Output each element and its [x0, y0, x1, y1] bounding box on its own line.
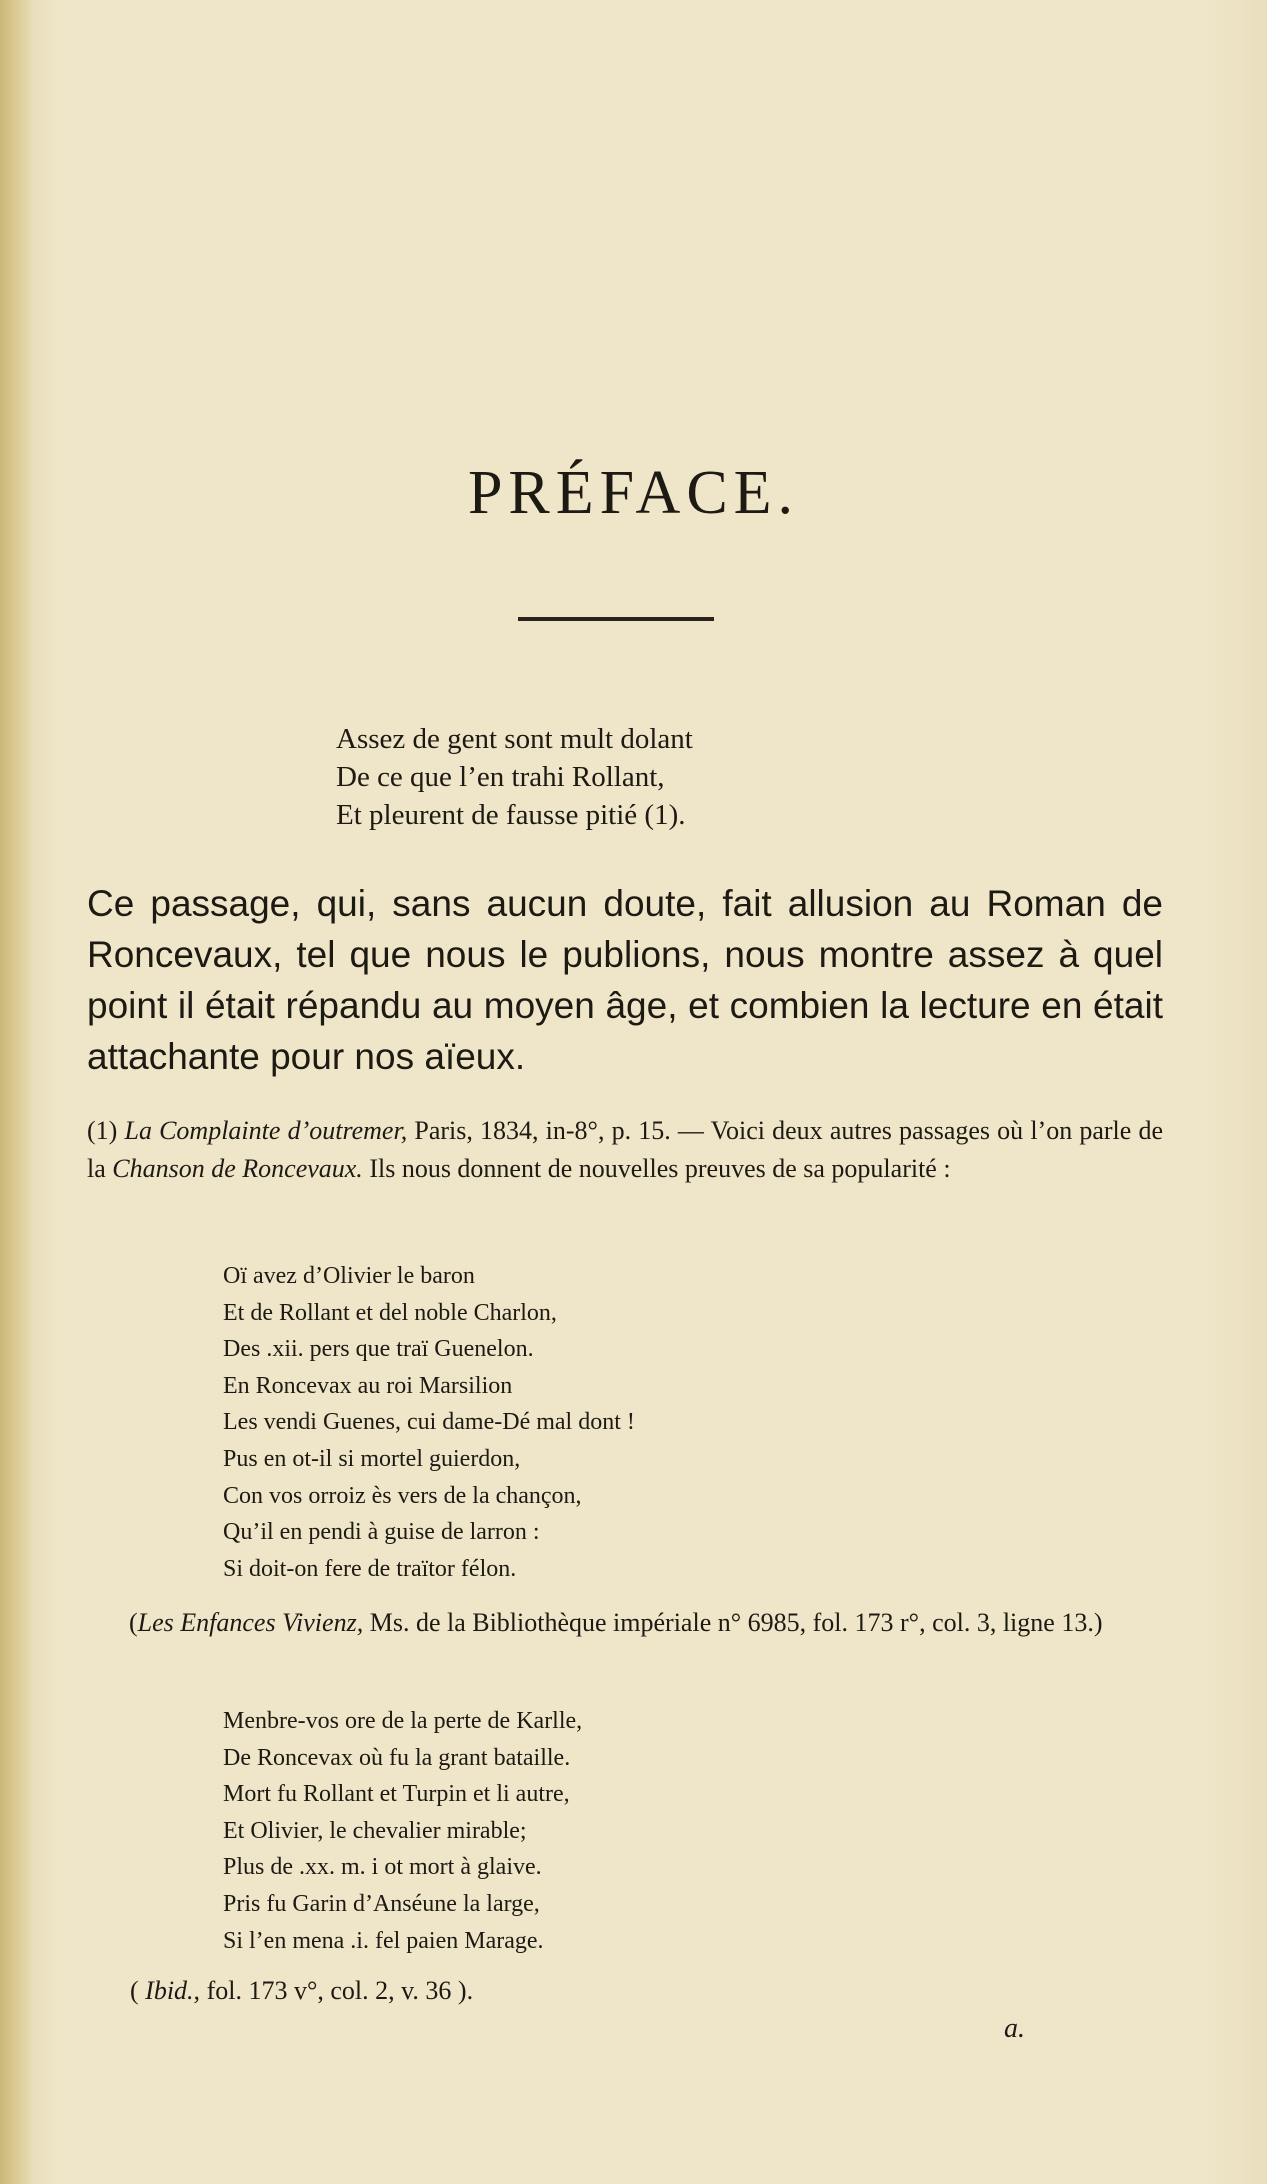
epigraph-line: Assez de gent sont mult dolant [336, 723, 693, 755]
reference-text: Ms. de la Bibliothèque impériale n° 6985, fol. 173 r°, col. 3, ligne 13.) [369, 1608, 1103, 1637]
verse-line: Si doit-on fere de traïtor félon. [223, 1555, 517, 1582]
reference-2 [130, 1972, 1170, 2010]
verse-line: Pris fu Garin d’Anséune la large, [223, 1890, 540, 1917]
verse-line: Qu’il en pendi à guise de larron : [223, 1519, 540, 1546]
verse-line: Plus de .xx. m. i ot mort à glaive. [223, 1854, 542, 1881]
footnote [87, 1112, 1163, 1188]
verse-line: Et de Rollant et del noble Charlon, [223, 1299, 557, 1326]
footnote-chanson-title: Chanson de Roncevaux. [112, 1154, 363, 1183]
reference-open-paren: ( [129, 1608, 138, 1637]
verse-line: Mort fu Rollant et Turpin et li autre, [223, 1781, 570, 1808]
verse-line: Menbre-vos ore de la perte de Karlle, [223, 1708, 583, 1734]
body-paragraph: Ce passage, qui, sans aucun doute, fait allusion au Roman de Roncevaux, tel que nous le publions, nous montre assez à quel point il était répandu au moyen âge, et combien la lecture en était attachante pour nos aïeux. [87, 883, 1163, 1077]
verse-line: Pus en ot-il si mortel guierdon, [223, 1445, 521, 1472]
epigraph-line: Et pleurent de fausse pitié (1). [336, 799, 686, 831]
verse-line: Oï avez d’Olivier le baron [223, 1263, 475, 1289]
verse-line: Des .xii. pers que traï Guenelon. [223, 1336, 534, 1363]
verse-block-1 [223, 1258, 635, 1587]
verse-line: De Roncevax où fu la grant bataille. [223, 1744, 571, 1771]
verse-line: En Roncevax au roi Marsilion [223, 1372, 513, 1399]
reference-text: fol. 173 v°, col. 2, v. 36 ). [206, 1976, 474, 2005]
reference-1 [87, 1604, 1163, 1642]
footnote-work-title: La Complainte d’outremer, [124, 1116, 408, 1145]
footnote-marker: (1) [87, 1116, 118, 1145]
reference-open-paren: ( [130, 1976, 139, 2005]
epigraph [336, 720, 693, 834]
page-title: PRÉFACE. [467, 459, 800, 527]
epigraph-line: De ce que l’en trahi Rollant, [336, 761, 665, 793]
page-spine-shadow [0, 0, 34, 2184]
footnote-details: Paris, 1834, in-8°, p. 15. — Voici deux autres passages où l’on parle de la [87, 1116, 1164, 1183]
verse-block-2 [223, 1703, 582, 1959]
verse-line: Si l’en mena .i. fel paien Marage. [223, 1927, 544, 1954]
signature-mark: a. [1004, 2013, 1025, 2044]
verse-line: Con vos orroiz ès vers de la chançon, [223, 1482, 582, 1509]
verse-line: Et Olivier, le chevalier mirable; [223, 1817, 527, 1844]
footnote-tail: Ils nous donnent de nouvelles preuves de sa popularité : [369, 1154, 951, 1183]
title-rule [518, 617, 714, 621]
reference-work: Ibid., [145, 1976, 201, 2005]
verse-line: Les vendi Guenes, cui dame-Dé mal dont ! [223, 1409, 635, 1436]
reference-work: Les Enfances Vivienz, [137, 1608, 364, 1637]
